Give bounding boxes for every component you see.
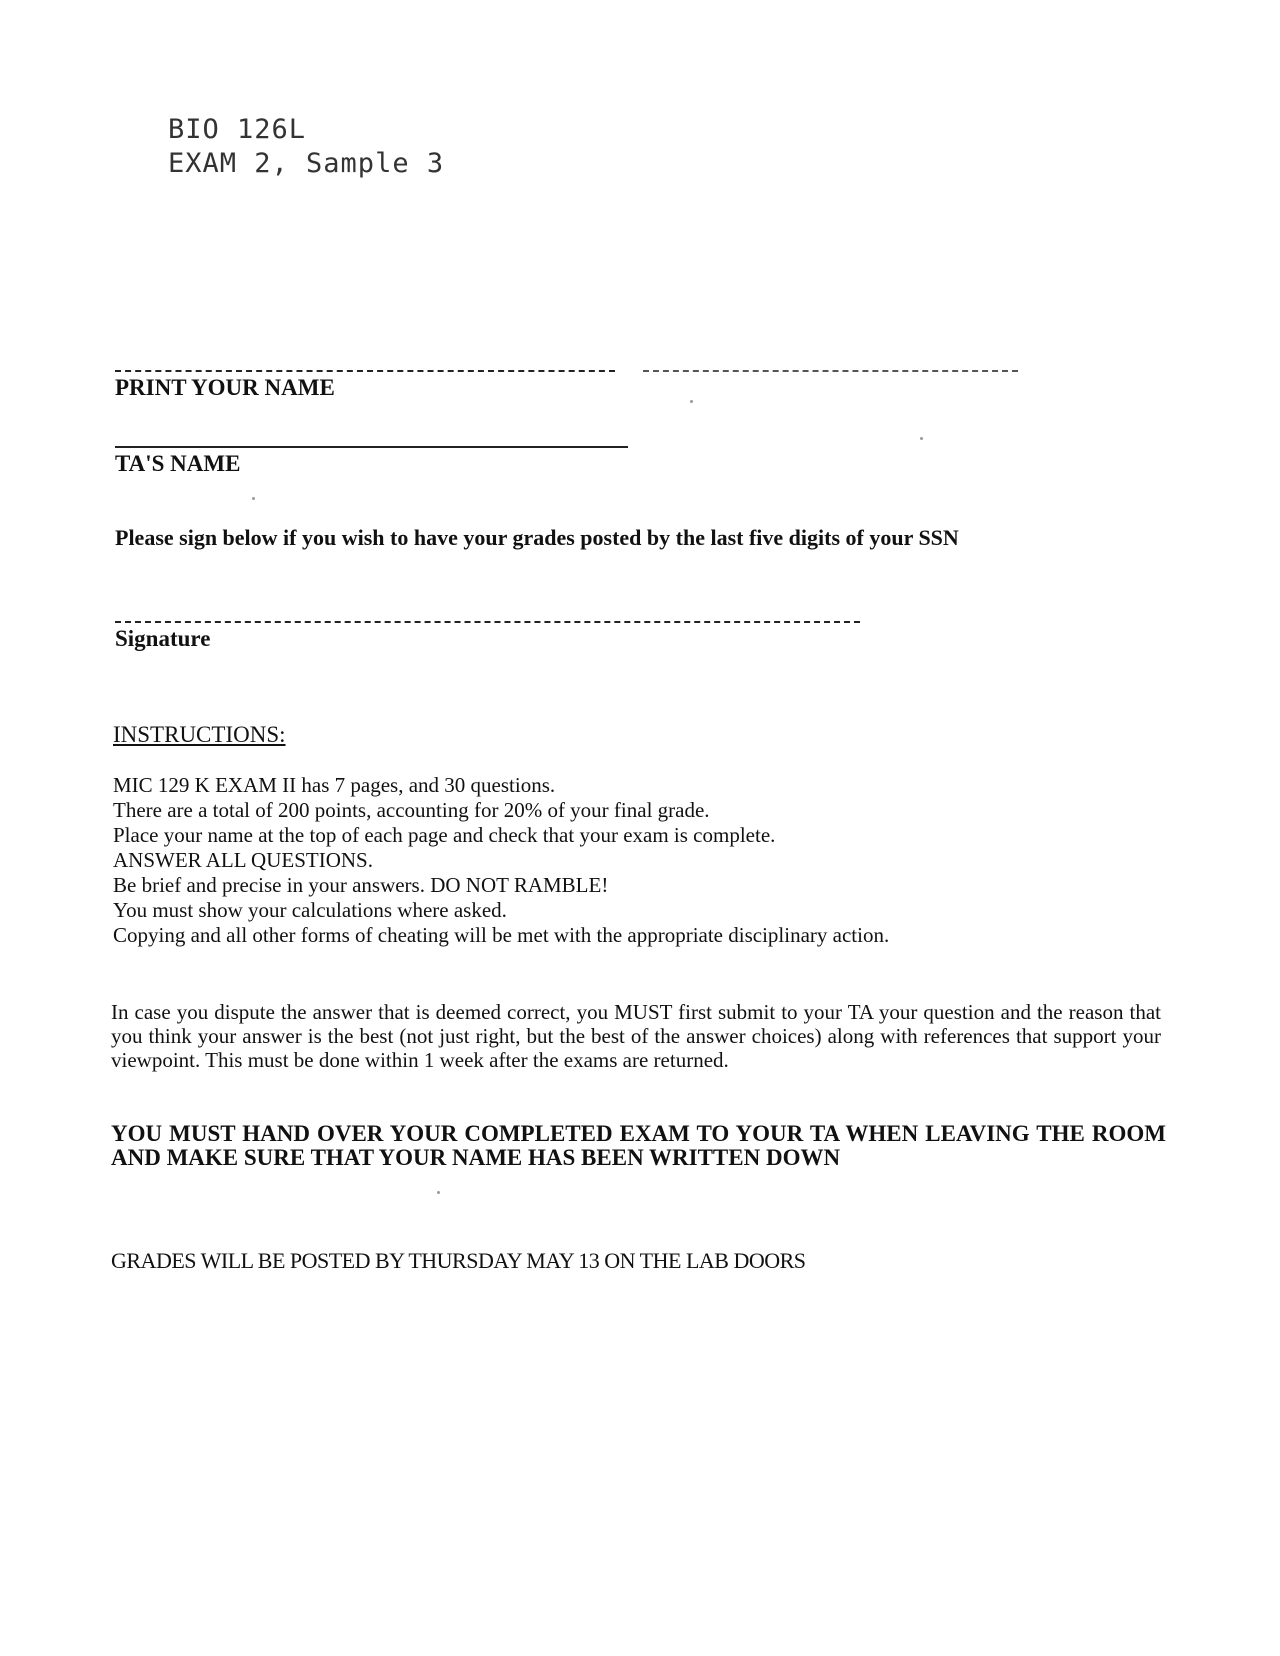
instruction-item: Copying and all other forms of cheating will be met with the appropriate disciplinary action. (113, 923, 890, 947)
instruction-item: ANSWER ALL QUESTIONS. (113, 848, 373, 872)
print-name-line-secondary[interactable] (643, 370, 1018, 372)
ta-name-line[interactable] (115, 446, 628, 448)
grades-posted-notice: GRADES WILL BE POSTED BY THURSDAY MAY 13 ON THE LAB DOORS (111, 1248, 806, 1273)
scan-speck (437, 1191, 440, 1194)
instructions-list (113, 773, 889, 948)
course-code: BIO 126L (168, 114, 307, 145)
signature-line[interactable] (115, 621, 860, 623)
instruction-item: Be brief and precise in your answers. DO NOT RAMBLE! (113, 873, 609, 897)
instruction-item: MIC 129 K EXAM II has 7 pages, and 30 questions. (113, 773, 556, 797)
sign-notice: Please sign below if you wish to have your grades posted by the last five digits of your SSN (115, 525, 959, 550)
scan-speck (690, 400, 693, 403)
print-name-line[interactable] (115, 370, 615, 372)
print-name-label: PRINT YOUR NAME (115, 375, 335, 400)
ta-name-label: TA'S NAME (115, 451, 241, 476)
scan-speck (920, 437, 923, 440)
instructions-heading: INSTRUCTIONS: (113, 722, 286, 747)
scan-speck (252, 497, 255, 500)
instruction-item: Place your name at the top of each page and check that your exam is complete. (113, 823, 776, 847)
signature-label: Signature (115, 626, 211, 651)
exam-title: EXAM 2, Sample 3 (168, 148, 445, 179)
instruction-item: There are a total of 200 points, accounting for 20% of your final grade. (113, 798, 710, 822)
dispute-paragraph: In case you dispute the answer that is deemed correct, you MUST first submit to your TA your question and the reason that you think your answer is the best (not just right, but the best of the answer choices) along with references that support your viewpoint. This must be done within 1 week after the exams are returned. (111, 1000, 1161, 1072)
hand-over-notice: YOU MUST HAND OVER YOUR COMPLETED EXAM TO YOUR TA WHEN LEAVING THE ROOM AND MAKE SURE THAT YOUR NAME HAS BEEN WRITTEN DOWN (111, 1121, 1166, 1170)
instruction-item: You must show your calculations where asked. (113, 898, 507, 922)
